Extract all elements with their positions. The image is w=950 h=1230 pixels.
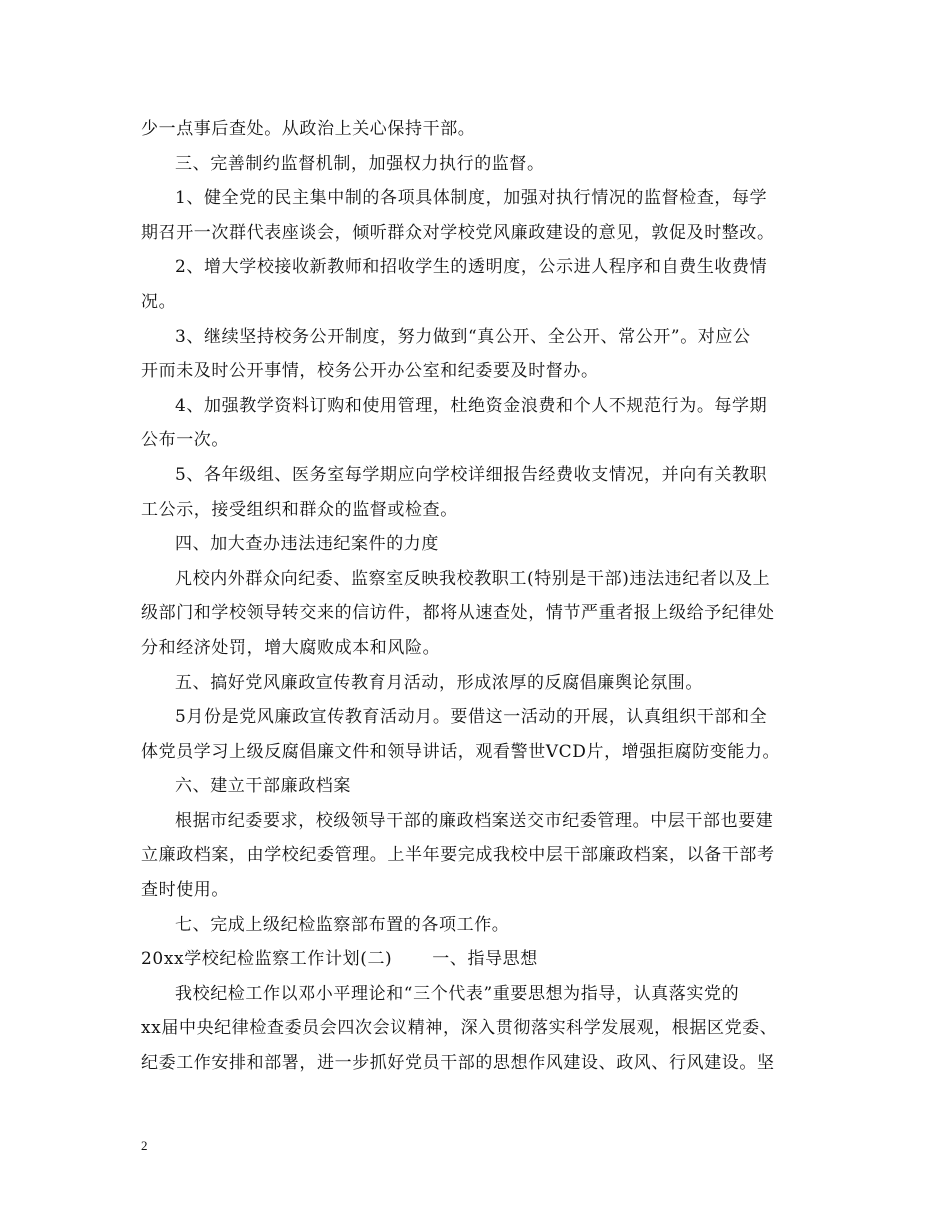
text-line-16: 分和经济处罚，增大腐败成本和风险。 — [141, 637, 441, 658]
section-heading-4: 四、加大查办违法违纪案件的力度 — [175, 534, 439, 555]
text-line-6: 况。 — [141, 291, 177, 312]
text-line-26: 我校纪检工作以邓小平理论和“三个代表”重要思想为指导，认真落实党的 — [175, 983, 740, 1004]
text-line-28: 纪委工作安排和部署，进一步抓好党员干部的思想作风建设、政风、行风建设。坚 — [141, 1053, 775, 1074]
section-heading-6: 六、建立干部廉政档案 — [175, 776, 351, 797]
text-line-10: 公布一次。 — [141, 430, 229, 451]
section-heading-7: 七、完成上级纪检监察部布置的各项工作。 — [175, 914, 510, 935]
plan-subtitle: 一、指导思想 — [432, 949, 538, 970]
text-line-4: 期召开一次群代表座谈会，倾听群众对学校党风廉政建设的意见，敦促及时整改。 — [141, 222, 775, 243]
text-line-11: 5、各年级组、医务室每学期应向学校详细报告经费收支情况，并向有关教职 — [175, 464, 768, 485]
text-line-18: 5月份是党风廉政宣传教育活动月。要借这一活动的开展，认真组织干部和全 — [175, 707, 768, 728]
section-heading-5: 五、搞好党风廉政宣传教育月活动，形成浓厚的反腐倡廉舆论氛围。 — [175, 672, 703, 693]
text-line-21: 根据市纪委要求，校级领导干部的廉政档案送交市纪委管理。中层干部也要建 — [175, 810, 774, 831]
text-line-9: 4、加强教学资料订购和使用管理，杜绝资金浪费和个人不规范行为。每学期 — [175, 395, 768, 416]
page-number: 2 — [141, 1138, 148, 1153]
text-line-22: 立廉政档案，由学校纪委管理。上半年要完成我校中层干部廉政档案，以备干部考 — [141, 845, 775, 866]
text-line-5: 2、增大学校接收新教师和招收学生的透明度，公示进人程序和自费生收费情 — [175, 257, 768, 278]
text-line-19: 体党员学习上级反腐倡廉文件和领导讲话，观看警世VCD片，增强拒腐防变能力。 — [141, 741, 781, 762]
section-heading-3: 三、完善制约监督机制，加强权力执行的监督。 — [175, 153, 545, 174]
text-line-27: xx届中央纪律检查委员会四次会议精神，深入贯彻落实科学发展观，根据区党委、 — [141, 1018, 778, 1039]
text-line-14: 凡校内外群众向纪委、监察室反映我校教职工(特别是干部)违法违纪者以及上 — [175, 568, 771, 589]
text-line-8: 开而未及时公开事情，校务公开办公室和纪委要及时督办。 — [141, 361, 599, 382]
plan-title-line — [141, 942, 811, 977]
text-line-1: 少一点事后查处。从政治上关心保持干部。 — [141, 119, 476, 139]
text-line-7: 3、继续坚持校务公开制度，努力做到“真公开、全公开、常公开”。对应公 — [175, 326, 751, 347]
document-body — [141, 112, 811, 1081]
text-line-23: 查时使用。 — [141, 880, 229, 901]
text-line-15: 级部门和学校领导转交来的信访件，都将从速查处，情节严重者报上级给予纪律处 — [141, 603, 775, 624]
text-line-3: 1、健全党的民主集中制的各项具体制度，加强对执行情况的监督检查，每学 — [175, 188, 768, 209]
plan-title: 20xx学校纪检监察工作计划(二) — [141, 949, 393, 970]
text-line-12: 工公示，接受组织和群众的监督或检查。 — [141, 499, 458, 520]
